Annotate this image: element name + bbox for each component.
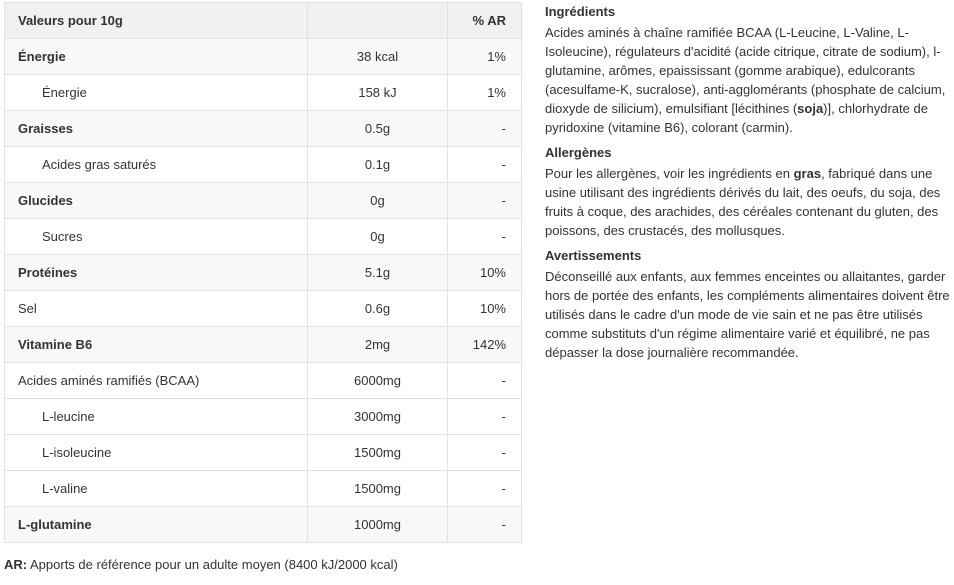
nutrient-ar-percent: - — [448, 507, 522, 543]
table-row — [5, 147, 522, 183]
nutrient-value: 0.6g — [308, 291, 448, 327]
warnings-section — [545, 248, 950, 362]
table-row — [5, 435, 522, 471]
nutrient-value: 1000mg — [308, 507, 448, 543]
nutrient-ar-percent: - — [448, 363, 522, 399]
nutrient-name: Acides aminés ramifiés (BCAA) — [5, 363, 308, 399]
nutrient-ar-percent: 1% — [448, 39, 522, 75]
warnings-title: Avertissements — [545, 248, 642, 263]
ingredients-text-start: Acides aminés à chaîne ramifiée BCAA (L-Leucine, L-Valine, L-Isoleucine), régulateurs d'acidité (acide citrique, citrate de sodium), l-glutamine, arômes, epaississant (gomme arabique), edulcorants (acesulfame-K, sucralose), anti-agglomérants (phosphate de calcium, dioxyde de silicium), emulsifiant [lécithines ( — [545, 25, 946, 116]
ingredients-title: Ingrédients — [545, 4, 616, 19]
nutrient-name: L-valine — [5, 471, 308, 507]
table-row — [5, 363, 522, 399]
nutrient-value: 2mg — [308, 327, 448, 363]
footnote-text: Apports de référence pour un adulte moyen (8400 kJ/2000 kcal) — [27, 557, 398, 572]
allergens-bold-word: gras — [793, 166, 822, 181]
table-row — [5, 399, 522, 435]
ar-footnote — [4, 557, 398, 572]
ingredients-text-end: )], chlorhydrate de pyridoxine (vitamine B6), colorant (carmin). — [545, 101, 928, 135]
table-row — [5, 327, 522, 363]
nutrient-ar-percent: - — [448, 147, 522, 183]
ingredients-allergen-bold: soja — [797, 101, 824, 116]
nutrient-ar-percent: - — [448, 183, 522, 219]
nutrient-value: 1500mg — [308, 435, 448, 471]
nutrition-table-body — [5, 39, 522, 543]
allergens-title: Allergènes — [545, 145, 612, 160]
table-row — [5, 471, 522, 507]
nutrient-value: 0g — [308, 183, 448, 219]
nutrient-name: Énergie — [5, 75, 308, 111]
nutrient-name: Énergie — [5, 39, 308, 75]
nutrient-name: Sucres — [5, 219, 308, 255]
allergens-section — [545, 145, 950, 240]
header-name: Valeurs pour 10g — [5, 3, 308, 39]
ingredients-section — [545, 4, 950, 137]
table-row — [5, 291, 522, 327]
allergens-text-end: , fabriqué dans une usine utilisant des ingrédients dérivés du lait, des oeufs, du soja, des fruits à coque, des arachides, des céréales contenant du gluten, des poissons, des crustacés, des mollusques. — [545, 166, 941, 238]
nutrient-name: Sel — [5, 291, 308, 327]
nutrient-name: L-isoleucine — [5, 435, 308, 471]
nutrient-ar-percent: 10% — [448, 255, 522, 291]
nutrition-table — [4, 2, 522, 543]
nutrient-ar-percent: 142% — [448, 327, 522, 363]
table-row — [5, 183, 522, 219]
table-row — [5, 39, 522, 75]
nutrient-name: L-leucine — [5, 399, 308, 435]
nutrient-ar-percent: - — [448, 471, 522, 507]
nutrient-ar-percent: - — [448, 435, 522, 471]
nutrient-value: 38 kcal — [308, 39, 448, 75]
nutrient-value: 5.1g — [308, 255, 448, 291]
nutrient-ar-percent: - — [448, 219, 522, 255]
header-ar: % AR — [448, 3, 522, 39]
table-row — [5, 219, 522, 255]
nutrient-value: 0.1g — [308, 147, 448, 183]
nutrient-name: Glucides — [5, 183, 308, 219]
nutrient-ar-percent: - — [448, 111, 522, 147]
nutrient-value: 0.5g — [308, 111, 448, 147]
nutrient-value: 1500mg — [308, 471, 448, 507]
nutrient-ar-percent: 10% — [448, 291, 522, 327]
allergens-text-start: Pour les allergènes, voir les ingrédients en — [545, 166, 794, 181]
table-header-row — [5, 3, 522, 39]
nutrient-name: Graisses — [5, 111, 308, 147]
nutrient-value: 158 kJ — [308, 75, 448, 111]
nutrient-value: 0g — [308, 219, 448, 255]
header-value — [308, 3, 448, 39]
table-row — [5, 507, 522, 543]
nutrient-name: Protéines — [5, 255, 308, 291]
nutrient-value: 3000mg — [308, 399, 448, 435]
nutrient-ar-percent: - — [448, 399, 522, 435]
nutrient-ar-percent: 1% — [448, 75, 522, 111]
table-row — [5, 111, 522, 147]
nutrient-name: Acides gras saturés — [5, 147, 308, 183]
nutrient-name: Vitamine B6 — [5, 327, 308, 363]
ingredients-text — [545, 23, 950, 137]
nutrient-name: L-glutamine — [5, 507, 308, 543]
product-info — [545, 4, 950, 370]
warnings-text: Déconseillé aux enfants, aux femmes enceintes ou allaitantes, garder hors de portée des enfants, les compléments alimentaires doivent être utilisés dans le cadre d'un mode de vie sain et ne pas être utilisés comme substituts d'un régime alimentaire varié et équilibré, ne pas dépasser la dose journalière recommandée. — [545, 269, 950, 360]
footnote-label: AR: — [4, 557, 28, 572]
allergens-text — [545, 164, 950, 240]
nutrient-value: 6000mg — [308, 363, 448, 399]
table-row — [5, 75, 522, 111]
table-row — [5, 255, 522, 291]
